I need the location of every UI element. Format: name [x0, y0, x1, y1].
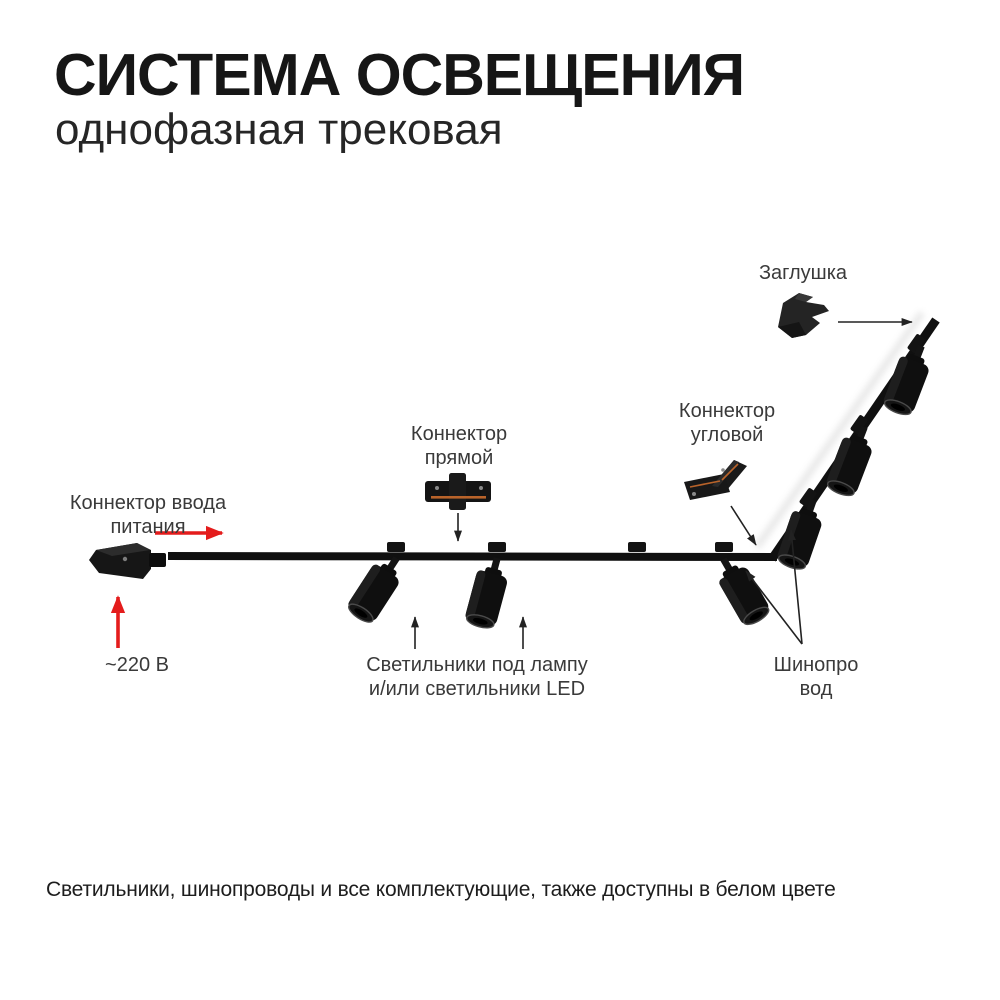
page-title: СИСТЕМА ОСВЕЩЕНИЯ	[54, 42, 745, 108]
footer-note: Светильники, шинопроводы и все комплектующие, также доступны в белом цвете	[46, 878, 836, 901]
label-busbar-line1: Шинопро	[773, 654, 859, 676]
end-cap-part	[778, 293, 829, 338]
label-spotlights-line1: Светильники под лампу	[366, 654, 588, 676]
label-power-line2: питания	[110, 516, 186, 538]
page-subtitle: однофазная трековая	[55, 105, 503, 154]
spotlight	[824, 421, 879, 499]
label-spotlights	[366, 653, 588, 701]
label-busbar-line2: вод	[799, 678, 833, 700]
label-corner-line1: Коннектор	[678, 400, 776, 422]
power-input-connector-part	[89, 543, 166, 579]
label-straight-line2: прямой	[424, 447, 494, 469]
corner-connector-part	[684, 460, 747, 500]
spotlight	[463, 554, 512, 631]
label-corner-connector	[679, 399, 775, 447]
spotlight	[710, 551, 773, 629]
label-corner-line2: угловой	[690, 424, 764, 446]
horizontal-track	[168, 556, 777, 557]
straight-connector-part	[425, 473, 491, 510]
label-voltage-text: ~220 В	[105, 654, 169, 676]
label-end-cap-text: Заглушка	[758, 262, 848, 284]
label-straight-line1: Коннектор	[410, 423, 508, 445]
label-power-line1: Коннектор ввода	[69, 492, 227, 514]
label-voltage	[105, 653, 169, 677]
spotlight	[344, 549, 410, 626]
label-straight-connector	[411, 422, 507, 470]
label-end-cap	[759, 261, 847, 285]
label-spotlights-line2: и/или светильники LED	[368, 678, 586, 700]
label-power-input-connector	[70, 491, 226, 539]
label-busbar-track	[774, 653, 859, 701]
